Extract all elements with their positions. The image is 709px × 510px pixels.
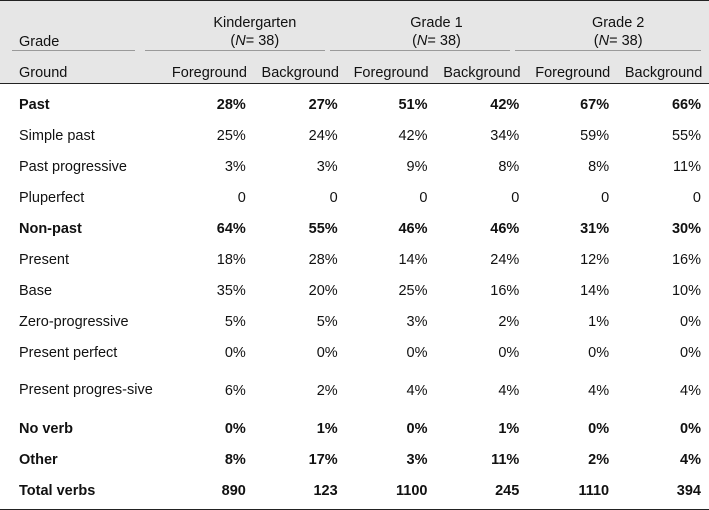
- row-label: Pluperfect: [19, 189, 85, 206]
- row-label: Past progressive: [19, 158, 127, 175]
- cell-value: 0%: [680, 344, 701, 361]
- group-name: Grade 1: [410, 15, 463, 31]
- row-label: Base: [19, 282, 53, 299]
- cell-value: 12%: [580, 251, 610, 268]
- cell-value: 8%: [498, 158, 520, 175]
- table-row: [0, 444, 709, 475]
- cell-value: 64%: [216, 220, 246, 237]
- row-label: Present perfect: [19, 344, 118, 361]
- cell-value: 30%: [671, 220, 701, 237]
- table-body: [0, 89, 709, 506]
- cell-value: 4%: [498, 382, 520, 399]
- cell-value: 25%: [398, 282, 428, 299]
- table-row: [0, 151, 709, 182]
- group-name: Grade 2: [591, 15, 645, 31]
- ground-header-label: Ground: [19, 64, 68, 81]
- cell-value: 1%: [316, 420, 338, 437]
- cell-value: 0%: [406, 344, 428, 361]
- subcol-header: Foreground: [353, 64, 429, 81]
- cell-value: 394: [676, 482, 701, 499]
- subcol-header: Foreground: [171, 64, 247, 81]
- cell-value: 4%: [680, 382, 701, 399]
- cell-value: 0%: [224, 420, 246, 437]
- cell-value: 0%: [680, 420, 701, 437]
- cell-value: 0%: [498, 344, 520, 361]
- cell-value: 2%: [316, 382, 338, 399]
- cell-value: 28%: [308, 251, 338, 268]
- cell-value: 3%: [224, 158, 246, 175]
- header-row-ground: [0, 56, 709, 89]
- cell-value: 0%: [680, 313, 701, 330]
- cell-value: 0%: [588, 420, 610, 437]
- cell-value: 3%: [316, 158, 338, 175]
- table-row: [0, 244, 709, 275]
- row-label: Present progres-sive: [19, 382, 153, 398]
- cell-value: 17%: [308, 451, 338, 468]
- cell-value: 0%: [224, 344, 246, 361]
- subcol-header: Foreground: [535, 64, 611, 81]
- group-name: Kindergarten: [213, 15, 297, 31]
- cell-value: 55%: [308, 220, 338, 237]
- table-row: [0, 337, 709, 368]
- row-label: No verb: [19, 420, 73, 437]
- cell-value: 1110: [578, 482, 610, 499]
- group-header-kindergarten: [164, 0, 346, 56]
- table-row: [0, 413, 709, 444]
- cell-value: 42%: [490, 96, 520, 113]
- cell-value: 18%: [216, 251, 246, 268]
- cell-value: 0: [329, 189, 338, 206]
- cell-value: 24%: [490, 251, 520, 268]
- row-label: Total verbs: [19, 482, 96, 499]
- cell-value: 28%: [216, 96, 246, 113]
- cell-value: 25%: [216, 127, 246, 144]
- cell-value: 4%: [680, 451, 701, 468]
- cell-value: 1100: [396, 482, 428, 499]
- cell-value: 51%: [398, 96, 428, 113]
- cell-value: 123: [313, 482, 338, 499]
- group-header-grade1: [346, 0, 528, 56]
- table-row: [0, 368, 709, 413]
- cell-value: 0: [601, 189, 610, 206]
- table-row: [0, 89, 709, 120]
- cell-value: 4%: [588, 382, 610, 399]
- cell-value: 0: [511, 189, 520, 206]
- cell-value: 0: [419, 189, 428, 206]
- cell-value: 3%: [406, 313, 428, 330]
- group-n: (N= 38): [593, 33, 643, 49]
- cell-value: 34%: [490, 127, 520, 144]
- group-header-grade2: [527, 0, 709, 56]
- cell-value: 20%: [308, 282, 338, 299]
- cell-value: 0%: [316, 344, 338, 361]
- cell-value: 5%: [224, 313, 246, 330]
- group-n: (N= 38): [230, 33, 280, 49]
- cell-value: 35%: [216, 282, 246, 299]
- cell-value: 0: [237, 189, 246, 206]
- cell-value: 11%: [491, 451, 520, 468]
- cell-value: 66%: [671, 96, 701, 113]
- cell-value: 0%: [588, 344, 610, 361]
- group-n: (N= 38): [412, 33, 461, 49]
- row-label: Past: [19, 96, 50, 113]
- cell-value: 6%: [224, 382, 246, 399]
- cell-value: 67%: [580, 96, 610, 113]
- table-row: [0, 306, 709, 337]
- cell-value: 14%: [580, 282, 610, 299]
- row-label: Present: [19, 251, 69, 268]
- table-row: [0, 213, 709, 244]
- table-row: [0, 475, 709, 506]
- cell-value: 16%: [671, 251, 701, 268]
- cell-value: 245: [495, 482, 520, 499]
- cell-value: 46%: [490, 220, 520, 237]
- cell-value: 14%: [398, 251, 428, 268]
- cell-value: 2%: [588, 451, 610, 468]
- cell-value: 27%: [308, 96, 338, 113]
- cell-value: 0%: [406, 420, 428, 437]
- cell-value: 42%: [398, 127, 428, 144]
- subcol-header: Background: [261, 64, 339, 81]
- subcol-header: Background: [624, 64, 703, 81]
- row-label: Zero-progressive: [19, 313, 129, 330]
- table-row: [0, 120, 709, 151]
- row-label: Other: [19, 451, 58, 468]
- cell-value: 890: [221, 482, 246, 499]
- cell-value: 2%: [498, 313, 520, 330]
- row-label: Non-past: [19, 220, 82, 237]
- row-label: Simple past: [19, 127, 95, 144]
- cell-value: 3%: [406, 451, 428, 468]
- table-row: [0, 275, 709, 306]
- cell-value: 59%: [580, 127, 610, 144]
- cell-value: 11%: [673, 158, 701, 175]
- cell-value: 5%: [316, 313, 338, 330]
- cell-value: 1%: [498, 420, 520, 437]
- subcol-header: Background: [443, 64, 521, 81]
- cell-value: 1%: [588, 313, 610, 330]
- header-row-grade: [0, 0, 709, 56]
- cell-value: 9%: [406, 158, 428, 175]
- cell-value: 31%: [580, 220, 610, 237]
- cell-value: 24%: [308, 127, 338, 144]
- cell-value: 10%: [671, 282, 701, 299]
- cell-value: 55%: [671, 127, 701, 144]
- grade-header-label: Grade: [19, 34, 60, 50]
- table-row: [0, 182, 709, 213]
- cell-value: 16%: [490, 282, 520, 299]
- cell-value: 8%: [224, 451, 246, 468]
- cell-value: 0: [692, 189, 701, 206]
- cell-value: 4%: [406, 382, 428, 399]
- cell-value: 8%: [588, 158, 610, 175]
- cell-value: 46%: [398, 220, 428, 237]
